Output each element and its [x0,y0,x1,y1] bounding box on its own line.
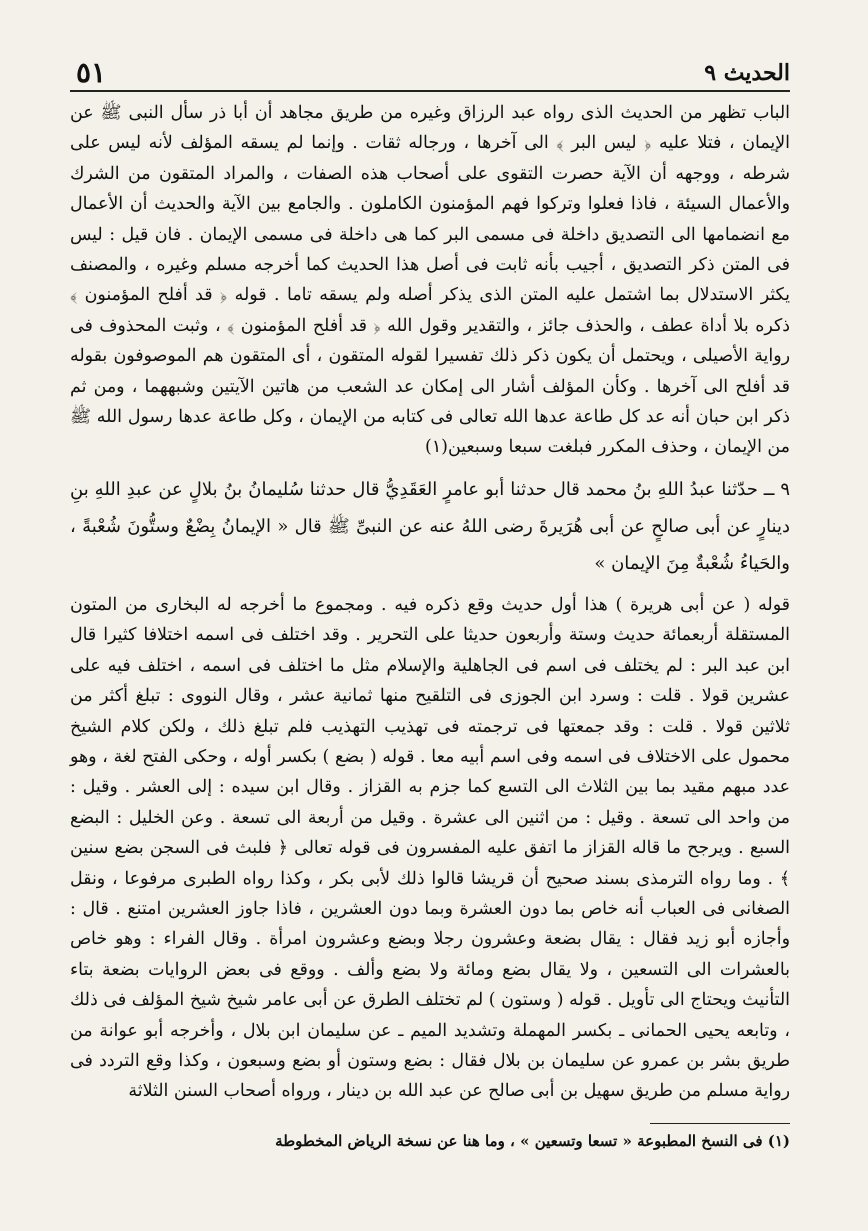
commentary-paragraph: الباب تظهر من الحديث الذى رواه عبد الرزاق وغيره من طريق مجاهد أن أبا ذر سأل النبى ﷺ عن الإيمان ، فتلا عليه ﴿ ليس البر ﴾ الى آخرها ، ورجاله ثقات . وإنما لم يسقه المؤلف لأنه ليس على شرطه ، ووجهه أن الآية حصرت التقوى على أصحاب هذه الصفات ، والمراد المتقون من الشرك والأعمال السيئة ، فاذا فعلوا وتركوا فهم المؤمنون الكاملون . والجامع بين الآية والحديث أن الأعمال مع انضمامها الى التصديق داخلة فى مسمى البر كما هى داخلة فى مسمى الإيمان . فان قيل : ليس فى المتن ذكر التصديق ، أجيب بأنه ثابت فى أصل هذا الحديث كما أخرجه مسلم وغيره ، والمصنف يكثر الاستدلال بما اشتمل عليه المتن الذى يذكر أصله ولم يسقه تاما . قوله ﴿ قد أفلح المؤمنون ﴾ ذكره بلا أداة عطف ، والحذف جائز ، والتقدير وقول الله ﴿ قد أفلح المؤمنون ﴾ ، وثبت المحذوف فى رواية الأصيلى ، ويحتمل أن يكون ذكر ذلك تفسيرا لقوله المتقون ، أى المتقون هم الموصوفون بقوله قد أفلح الى آخرها . وكأن المؤلف أشار الى إمكان عد الشعب من هاتين الآيتين وشبههما ، ومن ثم ذكر ابن حبان أنه عد كل طاعة عدها الله تعالى فى كتابه من الإيمان ، وكل طاعة عدها رسول الله ﷺ من الإيمان ، وحذف المكرر فبلغت سبعا وسبعين(١) [70,103,790,458]
commentary-paragraph-2: قوله ( عن أبى هريرة ) هذا أول حديث وقع ذكره فيه . ومجموع ما أخرجه له البخارى من المتون المستقلة أربعمائة حديث وستة وأربعون حديثا على التحرير . وقد اختلف فى اسمه اختلافا كثيرا قال ابن عبد البر : لم يختلف فى اسم فى الجاهلية والإسلام مثل ما اختلف فى اسمه ، اختلف فيه على عشرين قولا . قلت : وسرد ابن الجوزى فى التلقيح منها ثمانية عشر ، وقال النووى : تبلغ أكثر من ثلاثين قولا . قلت : وقد جمعتها فى ترجمته فى تهذيب التهذيب فلم تبلغ ذلك ، ولكن كلام الشيخ محمول على الاختلاف فى اسمه وفى اسم أبيه معا . قوله ( بضع ) بكسر أوله ، وحكى الفتح لغة ، وهو عدد مبهم مقيد بما بين الثلاث الى التسع كما جزم به القزاز . وقال ابن سيده : إلى العشر . وقيل : من واحد الى تسعة . وقيل : من اثنين الى عشرة . وقيل من أربعة الى تسعة . وعن الخليل : البضع السبع . ويرجح ما قاله القزاز ما اتفق عليه المفسرون فى قوله تعالى ﴿ فلبث فى السجن بضع سنين ﴾ . وما رواه الترمذى بسند صحيح أن قريشا قالوا ذلك لأبى بكر ، وكذا رواه الطبرى مرفوعا ، ونقل الصغانى فى العباب أنه خاص بما دون العشرة وبما دون العشرين ، فاذا جاوز العشرين امتنع . قال : وأجازه أبو زيد فقال : يقال بضعة وعشرون رجلا وبضع وعشرون امرأة . وقال الفراء : وهو خاص بالعشرات الى التسعين ، ولا يقال بضع ومائة ولا بضع وألف . ووقع فى بعض الروايات بضعة بتاء التأنيث ويحتاج الى تأويل . قوله ( وستون ) لم تختلف الطرق عن أبى عامر شيخ شيخ المؤلف فى ذلك ، وتابعه يحيى الحمانى ـ بكسر المهملة وتشديد الميم ـ عن سليمان ابن بلال ، وأخرجه أبو عوانة من طريق بشر بن عمرو عن سليمان بن بلال فقال : بضع وستون أو بضع وسبعون ، وكذا وقع التردد فى رواية مسلم من طريق سهيل بن أبى صالح عن عبد الله بن دينار ، ورواه أصحاب السنن الثلاثة [70,594,790,1102]
hadith-text: ٩ ــ حدّثنا عبدُ اللهِ بنُ محمد قال حدثنا أبو عامرٍ العَقَدِيُّ قال حدثنا سُليمانُ بنُ بلالٍ عن عبدِ اللهِ بنِ دينارٍ عن أبى صالحٍ عن أبى هُرَيرةَ رضى اللهُ عنه عن النبىِّ ﷺ قال « الإيمانُ بِضْعٌ وستُّونَ شُعْبةً ، والحَياءُ شُعْبةٌ مِنَ الإيمان » [70,478,790,574]
page-header [70,50,790,92]
footnote-divider [650,1123,790,1124]
running-title: الحديث ٩ [704,60,790,86]
footnote: (١) فى النسخ المطبوعة « تسعا وتسعين » ، وما هنا عن نسخة الرياض المخطوطة [275,1131,790,1150]
page-number: ٥١ [76,56,107,89]
